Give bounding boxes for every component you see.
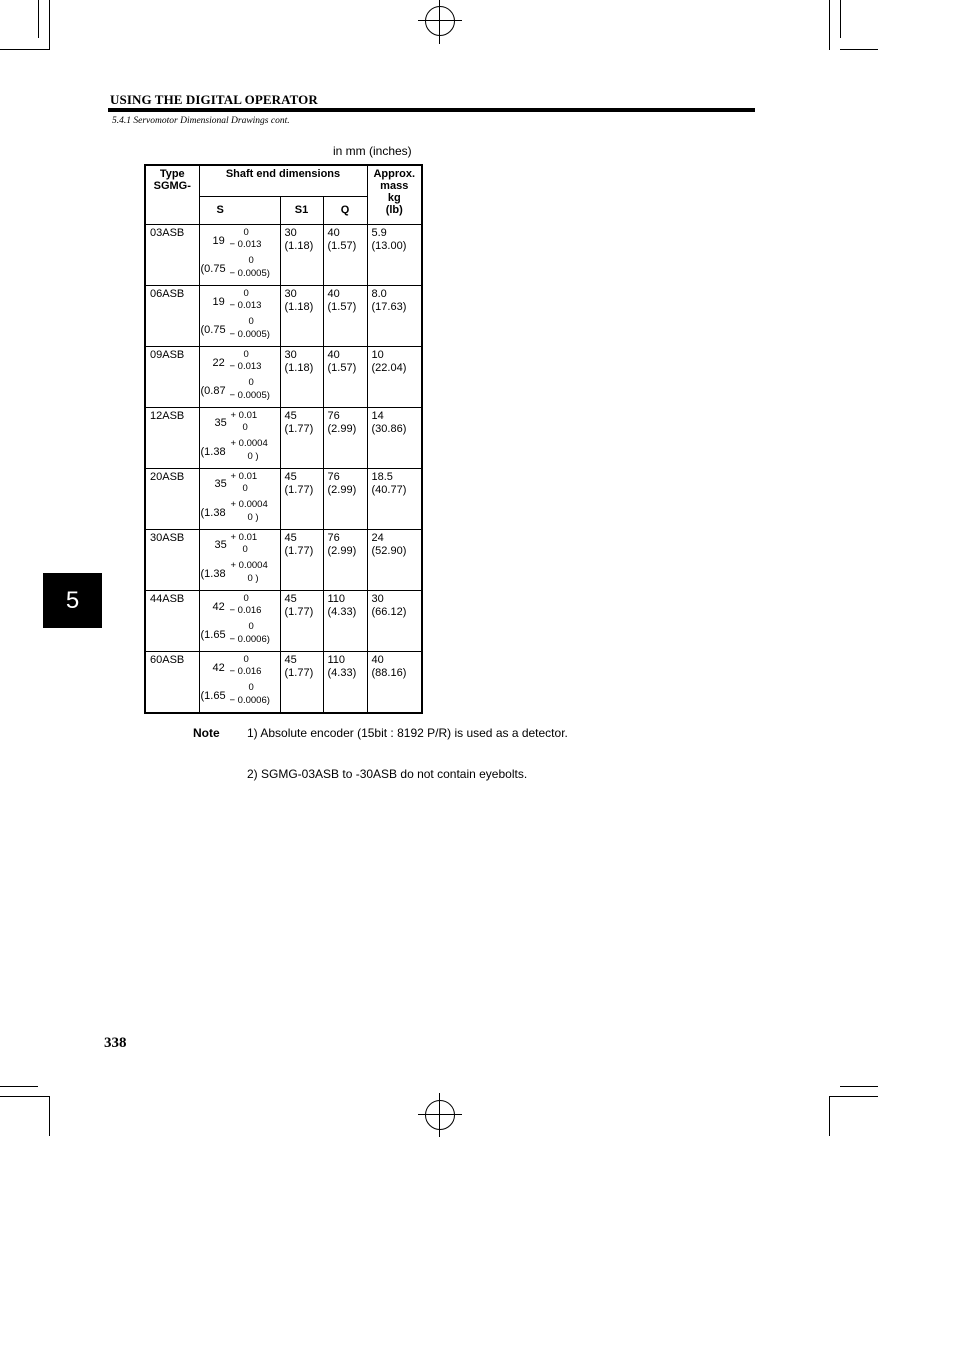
s-mm-upper: 0 (243, 654, 249, 665)
cell-mass: 14 (30.86) (367, 408, 422, 469)
cell-type: 30ASB (145, 530, 199, 591)
s-mm: 42 (212, 662, 225, 674)
s-in-lower: − 0.0005) (229, 268, 270, 279)
table-row (145, 286, 422, 347)
s-in-lower: − 0.0005) (229, 329, 270, 340)
s-in-upper: 0 (248, 621, 254, 632)
cell-s1: 45 (1.77) (280, 408, 323, 469)
cell-mass: 8.0 (17.63) (367, 286, 422, 347)
table-row (145, 591, 422, 652)
s-in: (1.38 (200, 507, 226, 519)
s-mm-lower: 0 (242, 422, 248, 433)
s-in-lower: 0 ) (247, 512, 259, 523)
cell-s (199, 408, 280, 469)
s-in: (1.65 (200, 690, 226, 702)
s-mm: 19 (212, 296, 225, 308)
s-mm-upper: + 0.01 (230, 410, 258, 421)
header-q: Q (323, 196, 367, 224)
cell-s1: 45 (1.77) (280, 469, 323, 530)
s-in-lower: 0 ) (247, 573, 259, 584)
s-in-upper: + 0.0004 (230, 438, 268, 449)
s-mm: 35 (214, 539, 227, 551)
cell-q: 40 (1.57) (323, 286, 367, 347)
s-mm-upper: 0 (243, 349, 249, 360)
table-row (145, 469, 422, 530)
table-row (145, 347, 422, 408)
s-in-upper: 0 (248, 255, 254, 266)
cell-type: 20ASB (145, 469, 199, 530)
note-label: Note (193, 726, 220, 740)
s-mm: 19 (212, 235, 225, 247)
crop-mark (829, 1096, 878, 1097)
cell-q: 76 (2.99) (323, 530, 367, 591)
note-item: 1) Absolute encoder (15bit : 8192 P/R) is used as a detector. (247, 726, 568, 740)
table-row (145, 225, 422, 286)
crop-mark (840, 0, 841, 38)
cell-s (199, 225, 280, 286)
registration-mark (439, 0, 440, 44)
header-type (145, 165, 199, 225)
registration-mark (418, 20, 462, 21)
cell-s1: 45 (1.77) (280, 530, 323, 591)
crop-mark (829, 0, 830, 50)
s-mm: 35 (214, 417, 227, 429)
s-mm-lower: − 0.016 (229, 605, 262, 616)
cell-s (199, 286, 280, 347)
table-row (145, 652, 422, 714)
cell-s (199, 591, 280, 652)
crop-mark (49, 0, 50, 50)
registration-mark (439, 1093, 440, 1137)
cell-s1: 45 (1.77) (280, 652, 323, 714)
s-mm-lower: 0 (242, 544, 248, 555)
cell-mass: 18.5 (40.77) (367, 469, 422, 530)
cell-s (199, 530, 280, 591)
crop-mark (49, 1096, 50, 1136)
crop-mark (38, 0, 39, 38)
cell-mass: 10 (22.04) (367, 347, 422, 408)
s-in: (0.75 (200, 324, 226, 336)
cell-type: 60ASB (145, 652, 199, 714)
s-in: (1.38 (200, 446, 226, 458)
s-in-upper: + 0.0004 (230, 499, 268, 510)
cell-s1: 45 (1.77) (280, 591, 323, 652)
cell-type: 12ASB (145, 408, 199, 469)
s-in-lower: 0 ) (247, 451, 259, 462)
header-rule (108, 108, 755, 112)
s-in-lower: − 0.0005) (229, 390, 270, 401)
cell-q: 76 (2.99) (323, 408, 367, 469)
table-row (145, 408, 422, 469)
s-in: (1.65 (200, 629, 226, 641)
cell-q: 40 (1.57) (323, 225, 367, 286)
crop-mark (0, 1086, 38, 1087)
page-number: 338 (104, 1035, 127, 1051)
s-in: (0.75 (200, 263, 226, 275)
cell-q: 76 (2.99) (323, 469, 367, 530)
cell-mass: 30 (66.12) (367, 591, 422, 652)
s-mm-lower: 0 (242, 483, 248, 494)
cell-mass: 40 (88.16) (367, 652, 422, 714)
s-in-upper: + 0.0004 (230, 560, 268, 571)
s-in-upper: 0 (248, 316, 254, 327)
s-mm-upper: + 0.01 (230, 471, 258, 482)
s-mm: 35 (214, 478, 227, 490)
s-in: (0.87 (200, 385, 226, 397)
s-mm-upper: + 0.01 (230, 532, 258, 543)
note-item: 2) SGMG-03ASB to -30ASB do not contain eyebolts. (247, 767, 528, 781)
header-s1: S1 (280, 196, 323, 224)
crop-mark (840, 49, 878, 50)
registration-mark (418, 1114, 462, 1115)
s-mm-lower: − 0.013 (229, 239, 262, 250)
header-type-label: Type SGMG- (153, 168, 191, 192)
section-reference: 5.4.1 Servomotor Dimensional Drawings cont. (112, 116, 290, 126)
cell-type: 09ASB (145, 347, 199, 408)
s-mm-upper: 0 (243, 227, 249, 238)
cell-type: 03ASB (145, 225, 199, 286)
s-mm: 42 (212, 601, 225, 613)
header-s: S (199, 196, 280, 224)
cell-s1: 30 (1.18) (280, 347, 323, 408)
s-mm: 22 (212, 357, 225, 369)
cell-type: 44ASB (145, 591, 199, 652)
header-shaft-end: Shaft end dimensions (199, 165, 367, 196)
shaft-dimensions-table (144, 164, 423, 714)
cell-s (199, 652, 280, 714)
crop-mark (829, 1096, 830, 1136)
s-in-upper: 0 (248, 682, 254, 693)
cell-type: 06ASB (145, 286, 199, 347)
table-row (145, 530, 422, 591)
section-title: USING THE DIGITAL OPERATOR (110, 92, 318, 107)
cell-s (199, 347, 280, 408)
s-mm-lower: − 0.013 (229, 361, 262, 372)
registration-mark (425, 6, 455, 36)
s-mm-lower: − 0.013 (229, 300, 262, 311)
cell-q: 110 (4.33) (323, 591, 367, 652)
s-mm-upper: 0 (243, 288, 249, 299)
cell-mass: 24 (52.90) (367, 530, 422, 591)
units-label: in mm (inches) (333, 144, 412, 158)
s-in-upper: 0 (248, 377, 254, 388)
cell-s1: 30 (1.18) (280, 286, 323, 347)
s-in-lower: − 0.0006) (229, 634, 270, 645)
crop-mark (840, 1086, 878, 1087)
header-mass-label: Approx. mass kg (lb) (373, 168, 416, 216)
cell-mass: 5.9 (13.00) (367, 225, 422, 286)
cell-q: 110 (4.33) (323, 652, 367, 714)
registration-mark (425, 1100, 455, 1130)
cell-s1: 30 (1.18) (280, 225, 323, 286)
cell-q: 40 (1.57) (323, 347, 367, 408)
cell-s (199, 469, 280, 530)
s-mm-upper: 0 (243, 593, 249, 604)
header-mass (367, 165, 422, 225)
s-in-lower: − 0.0006) (229, 695, 270, 706)
s-mm-lower: − 0.016 (229, 666, 262, 677)
chapter-tab: 5 (43, 573, 102, 628)
crop-mark (0, 1096, 50, 1097)
s-in: (1.38 (200, 568, 226, 580)
crop-mark (0, 49, 50, 50)
